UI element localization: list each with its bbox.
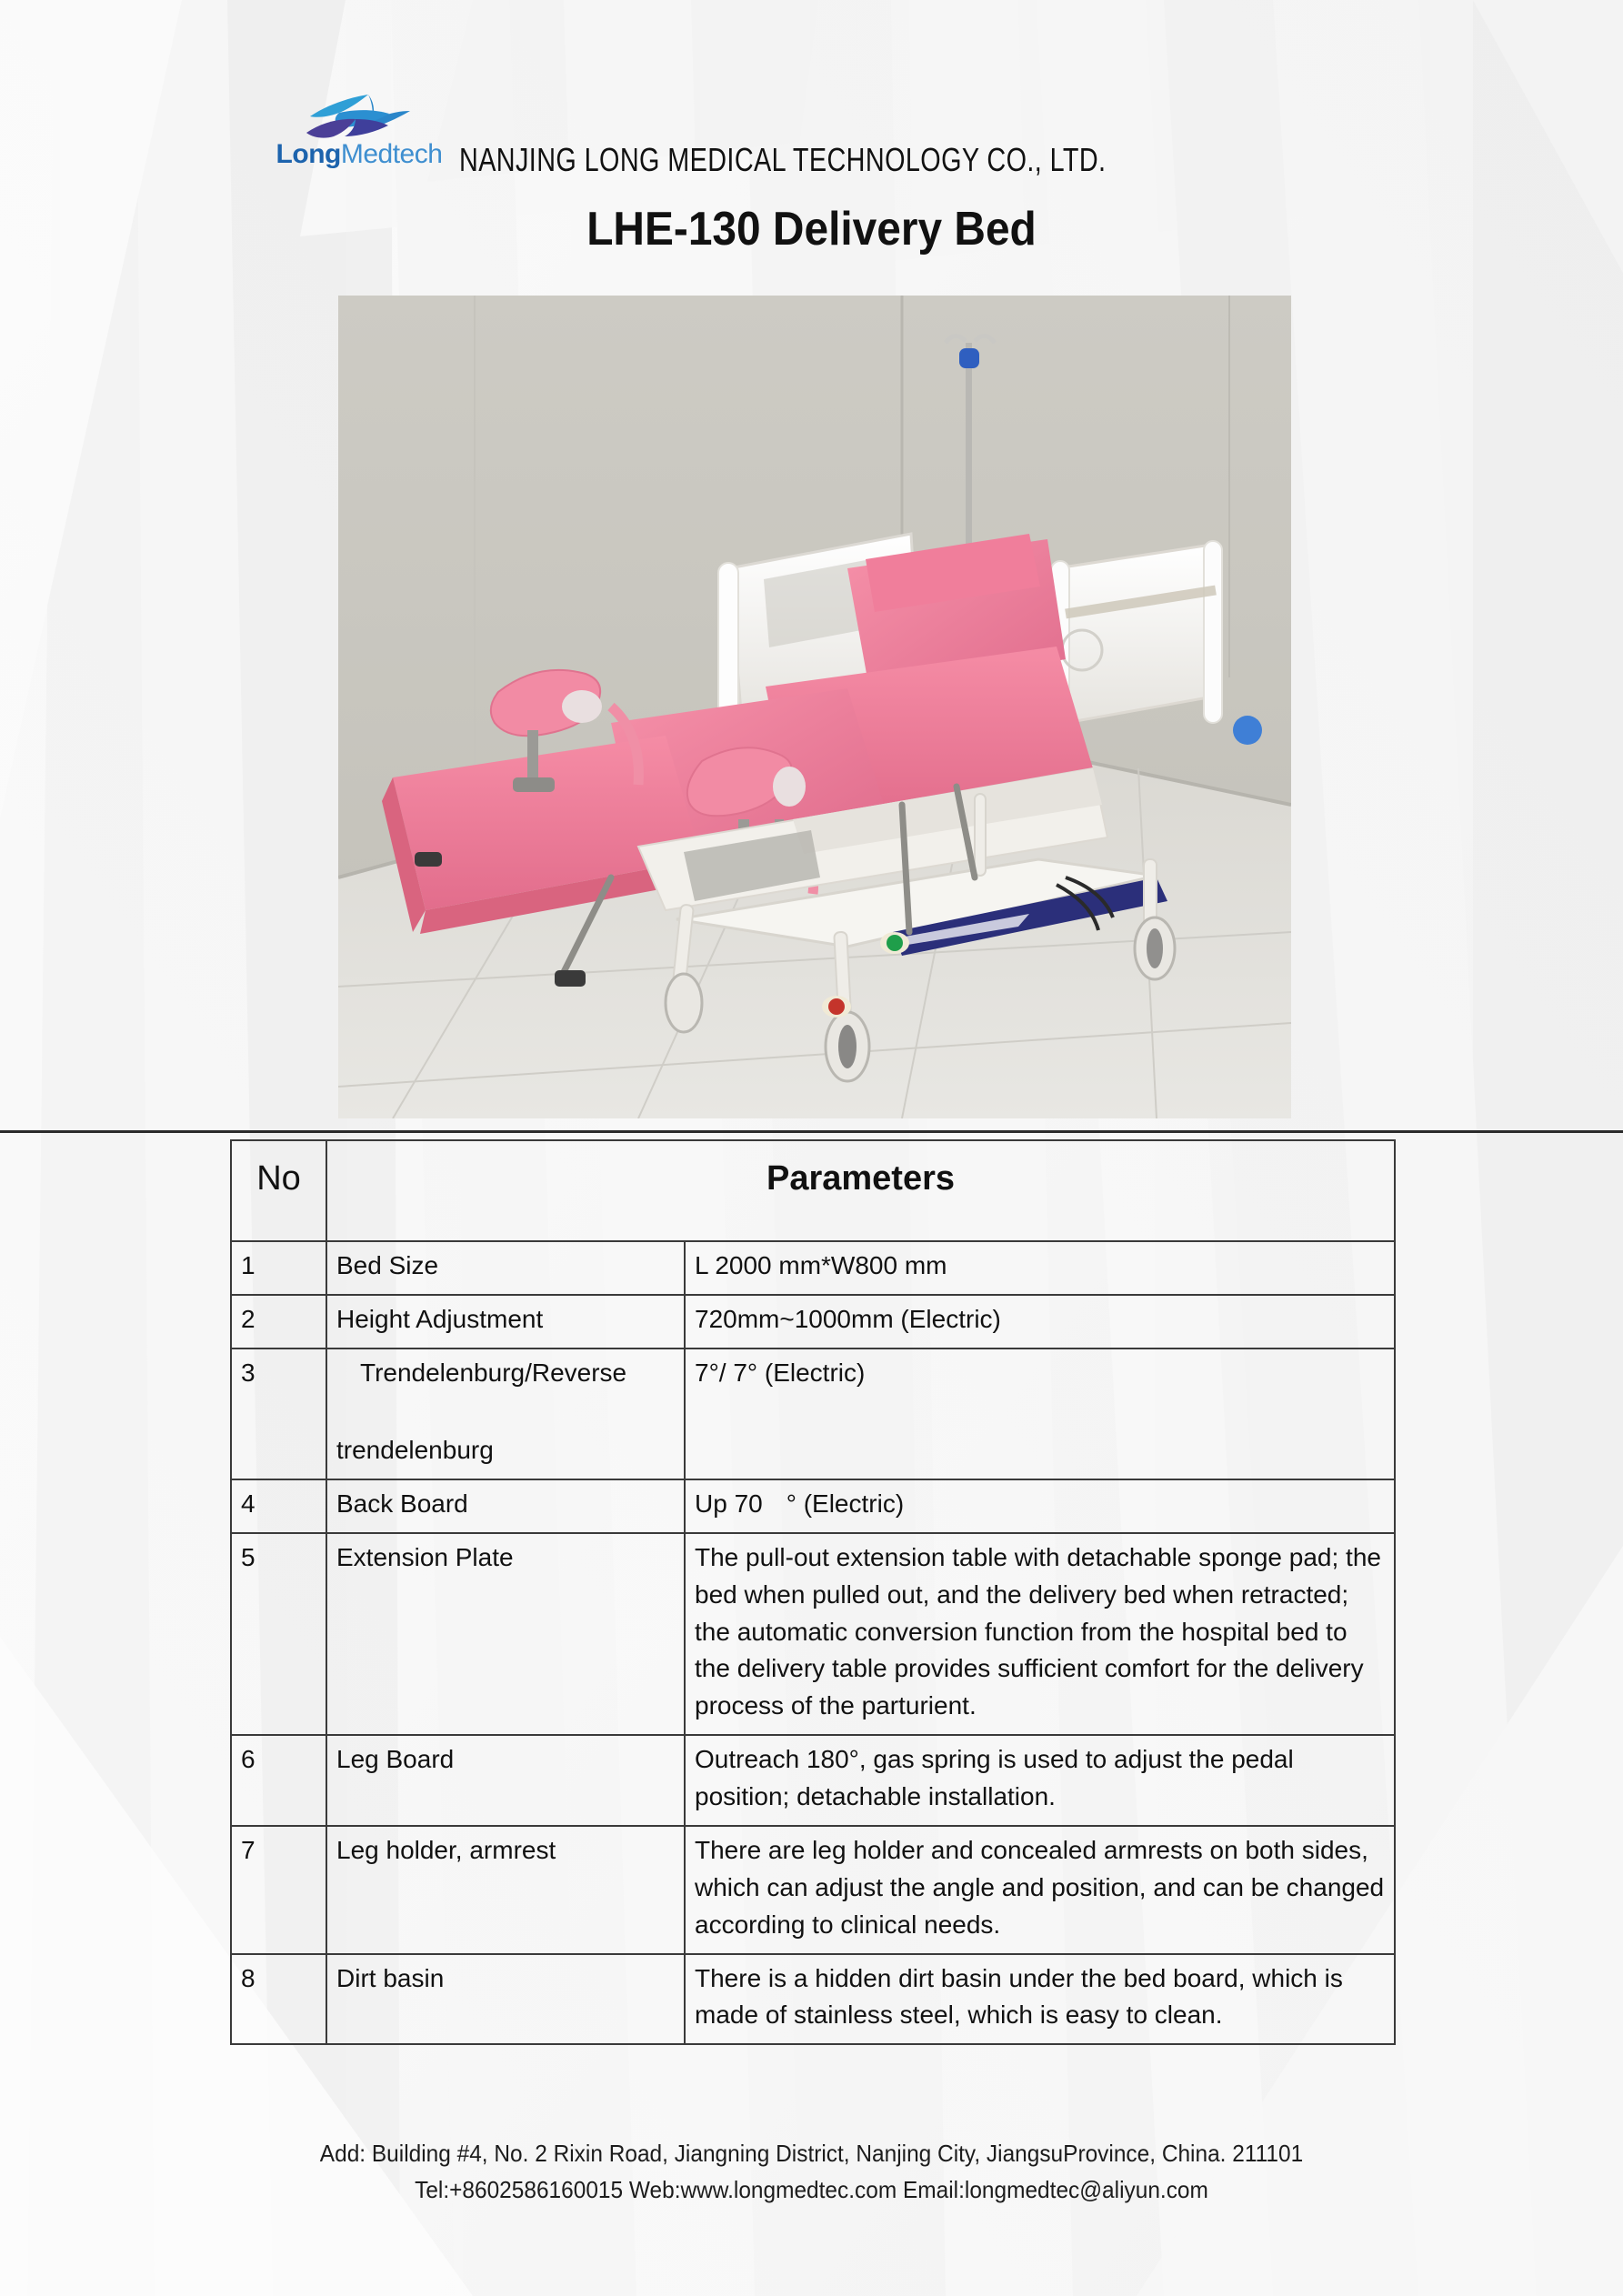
row-number: 6 — [231, 1735, 326, 1826]
logo-wordmark — [259, 141, 459, 168]
table-row — [231, 1295, 1395, 1349]
product-photo — [338, 296, 1291, 1118]
row-label: Back Board — [326, 1479, 685, 1533]
row-label: Dirt basin — [326, 1954, 685, 2045]
table-row — [231, 1954, 1395, 2045]
table-header-row — [231, 1140, 1395, 1241]
section-divider — [0, 1130, 1623, 1133]
table-row — [231, 1479, 1395, 1533]
row-value: The pull-out extension table with detachable sponge pad; the bed when pulled out, and the delivery bed when retracted; the automatic conversion function from the hospital bed to the delivery table provides sufficient comfort for the delivery process of the parturient. — [685, 1533, 1395, 1735]
column-header-parameters: Parameters — [326, 1140, 1395, 1241]
row-value: 720mm~1000mm (Electric) — [685, 1295, 1395, 1349]
row-label-spacer — [336, 1392, 675, 1432]
table-row — [231, 1349, 1395, 1479]
table-row — [231, 1533, 1395, 1735]
row-value — [685, 1479, 1395, 1533]
row-number: 4 — [231, 1479, 326, 1533]
footer-address: Add: Building #4, No. 2 Rixin Road, Jiangning District, Nanjing City, JiangsuProvince, China. 211101 — [319, 2140, 1304, 2167]
row-label — [326, 1349, 685, 1479]
row-label: Height Adjustment — [326, 1295, 685, 1349]
row-value: There are leg holder and concealed armrests on both sides, which can adjust the angle and position, and can be changed according to clinical needs. — [685, 1826, 1395, 1954]
row-label-line1: Trendelenburg/Reverse — [360, 1359, 627, 1388]
swoosh-bird-logo-icon — [303, 93, 416, 140]
row-value: L 2000 mm*W800 mm — [685, 1241, 1395, 1295]
company-name: NANJING LONG MEDICAL TECHNOLOGY CO., LTD. — [459, 141, 1107, 178]
row-label: Leg Board — [326, 1735, 685, 1826]
row-number: 2 — [231, 1295, 326, 1349]
document-header — [0, 91, 1623, 196]
row-label: Bed Size — [326, 1241, 685, 1295]
table-row — [231, 1826, 1395, 1954]
row-number: 8 — [231, 1954, 326, 2045]
row-value-part2: ° (Electric) — [786, 1489, 905, 1518]
page-title: LHE-130 Delivery Bed — [586, 203, 1037, 256]
row-number: 5 — [231, 1533, 326, 1735]
row-number: 7 — [231, 1826, 326, 1954]
row-value: 7°/ 7° (Electric) — [685, 1349, 1395, 1479]
table-row — [231, 1241, 1395, 1295]
table-row — [231, 1735, 1395, 1826]
row-number: 1 — [231, 1241, 326, 1295]
document-footer — [49, 2135, 1575, 2209]
row-number: 3 — [231, 1349, 326, 1479]
footer-contact: Tel:+8602586160015 Web:www.longmedtec.com Email:longmedtec@aliyun.com — [415, 2176, 1208, 2204]
row-value: There is a hidden dirt basin under the bed board, which is made of stainless steel, which is easy to clean. — [685, 1954, 1395, 2045]
row-value-part1: Up 70 — [695, 1489, 763, 1518]
row-label: Extension Plate — [326, 1533, 685, 1735]
specifications-table — [230, 1139, 1394, 2045]
row-label-line2: trendelenburg — [336, 1436, 494, 1465]
company-logo — [259, 93, 459, 168]
row-value: Outreach 180°, gas spring is used to adjust the pedal position; detachable installation. — [685, 1735, 1395, 1826]
logo-word-long: Long — [276, 139, 341, 169]
logo-word-medtech: Medtech — [340, 139, 443, 169]
column-header-no: No — [231, 1140, 326, 1241]
row-label: Leg holder, armrest — [326, 1826, 685, 1954]
